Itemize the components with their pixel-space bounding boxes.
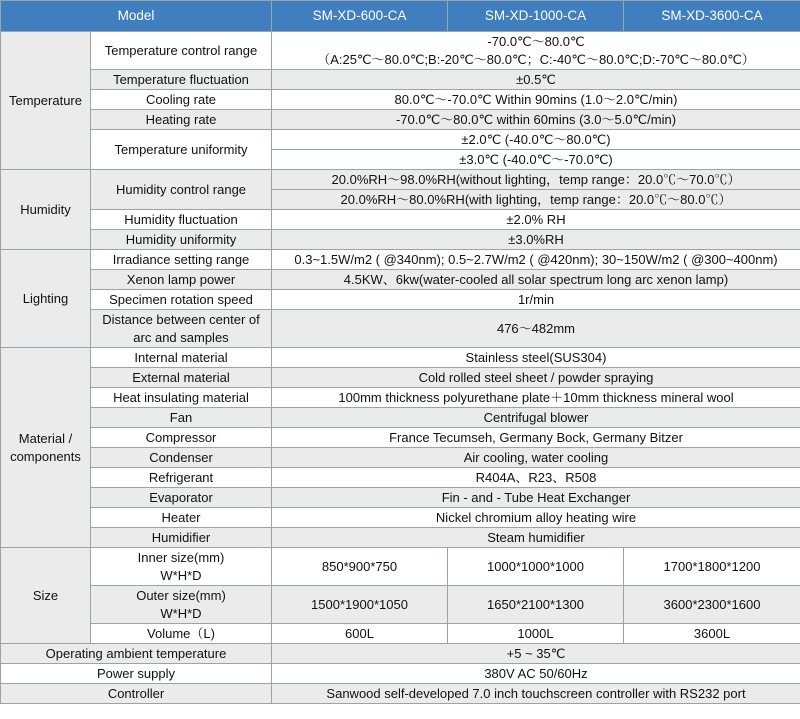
row-value: Steam humidifier (272, 528, 800, 548)
heater-row (1, 508, 800, 528)
row-value: Air cooling, water cooling (272, 448, 800, 468)
row-label: Temperature fluctuation (91, 70, 272, 90)
row-label: Heating rate (91, 110, 272, 130)
cell-1000: 1000L (448, 624, 624, 644)
cell-600: 1500*1900*1050 (272, 586, 448, 624)
row-value: Stainless steel(SUS304) (272, 348, 800, 368)
cell-3600: 3600L (624, 624, 800, 644)
header-row (1, 1, 800, 32)
row-value: Fin - and - Tube Heat Exchanger (272, 488, 800, 508)
row-label: Evaporator (91, 488, 272, 508)
outer-size-row (1, 586, 800, 624)
row-value: 100mm thickness polyurethane plate＋10mm thickness mineral wool (272, 388, 800, 408)
label-line: Distance between center of (102, 311, 260, 327)
volume-row (1, 624, 800, 644)
power-row (1, 664, 800, 684)
row-label: Humidity uniformity (91, 230, 272, 250)
label-line: Inner size(mm) (137, 549, 225, 565)
condenser-row (1, 448, 800, 468)
row-label: Irradiance setting range (91, 250, 272, 270)
temp-fluct-row (1, 70, 800, 90)
temp-range-row (1, 32, 800, 70)
row-value: 4.5KW、6kw(water-cooled all solar spectrum long arc xenon lamp) (272, 270, 800, 290)
cell-3600: 1700*1800*1200 (624, 548, 800, 586)
heating-row (1, 110, 800, 130)
row-label: Power supply (1, 664, 272, 684)
cell-1000: 1000*1000*1000 (448, 548, 624, 586)
row-label: Compressor (91, 428, 272, 448)
row-label: Volume（L) (91, 624, 272, 644)
rotation-row (1, 290, 800, 310)
humidifier-row (1, 528, 800, 548)
label-line: W*H*D (160, 567, 202, 583)
controller-row (1, 684, 800, 704)
xenon-row (1, 270, 800, 290)
row-value: Nickel chromium alloy heating wire (272, 508, 800, 528)
row-value: 80.0℃～-70.0℃ Within 90mins (1.0～2.0℃/min) (272, 90, 800, 110)
row-value (272, 32, 800, 70)
model-1000-header: SM-XD-1000-CA (448, 1, 624, 32)
cell-1000: 1650*2100*1300 (448, 586, 624, 624)
compressor-row (1, 428, 800, 448)
irr-row (1, 250, 800, 270)
label-line: Outer size(mm) (136, 587, 226, 603)
row-label: Cooling rate (91, 90, 272, 110)
row-value: 20.0%RH～80.0%RH(with lighting，temp range：20.0℃～80.0℃） (272, 190, 800, 210)
row-label: Operating ambient temperature (1, 644, 272, 664)
row-label: Heater (91, 508, 272, 528)
heat-insulating-row (1, 388, 800, 408)
row-value: 20.0%RH～98.0%RH(without lighting，temp range：20.0℃～70.0℃） (272, 170, 800, 190)
row-value: +5 ~ 35℃ (272, 644, 800, 664)
cell-3600: 3600*2300*1600 (624, 586, 800, 624)
row-value: 380V AC 50/60Hz (272, 664, 800, 684)
row-label: Temperature uniformity (91, 130, 272, 170)
cell-600: 600L (272, 624, 448, 644)
label-line: arc and samples (133, 329, 229, 345)
inner-size-row (1, 548, 800, 586)
row-value: France Tecumseh, Germany Bock, Germany Bitzer (272, 428, 800, 448)
row-label: Humidity control range (91, 170, 272, 210)
hum-fluct-row (1, 210, 800, 230)
row-label: Heat insulating material (91, 388, 272, 408)
temp-unif-row (1, 130, 800, 150)
row-label: Specimen rotation speed (91, 290, 272, 310)
model-header: Model (1, 1, 272, 32)
row-value: 1r/min (272, 290, 800, 310)
external-row (1, 368, 800, 388)
row-value: ±2.0% RH (272, 210, 800, 230)
category-lighting: Lighting (1, 250, 91, 348)
row-value: Sanwood self-developed 7.0 inch touchscreen controller with RS232 port (272, 684, 800, 704)
hum-unif-row (1, 230, 800, 250)
value-line: -70.0℃～80.0℃ (487, 33, 585, 49)
ambient-row (1, 644, 800, 664)
refrigerant-row (1, 468, 800, 488)
category-temperature: Temperature (1, 32, 91, 170)
row-value: ±3.0%RH (272, 230, 800, 250)
row-label: Humidifier (91, 528, 272, 548)
row-label: Fan (91, 408, 272, 428)
category-size: Size (1, 548, 91, 644)
row-label: Temperature control range (91, 32, 272, 70)
row-value: -70.0℃～80.0℃ within 60mins (3.0～5.0℃/min) (272, 110, 800, 130)
row-value: 476～482mm (272, 310, 800, 348)
fan-row (1, 408, 800, 428)
value-line: （A:25℃～80.0℃;B:-20℃～80.0℃；C:-40℃～80.0℃;D:-70℃～80.0℃） (317, 51, 755, 67)
row-label: Humidity fluctuation (91, 210, 272, 230)
category-material: Material / components (1, 348, 91, 548)
row-value: R404A、R23、R508 (272, 468, 800, 488)
row-value: ±3.0℃ (-40.0℃～-70.0℃) (272, 150, 800, 170)
row-value: ±0.5℃ (272, 70, 800, 90)
category-humidity: Humidity (1, 170, 91, 250)
row-label: Condenser (91, 448, 272, 468)
cooling-row (1, 90, 800, 110)
model-3600-header: SM-XD-3600-CA (624, 1, 800, 32)
row-value: Centrifugal blower (272, 408, 800, 428)
row-label (91, 310, 272, 348)
row-value: 0.3~1.5W/m2 ( @340nm); 0.5~2.7W/m2 ( @420nm); 30~150W/m2 ( @300~400nm) (272, 250, 800, 270)
row-label (91, 586, 272, 624)
row-label: Refrigerant (91, 468, 272, 488)
label-line: W*H*D (160, 605, 202, 621)
row-label: Controller (1, 684, 272, 704)
row-label: Xenon lamp power (91, 270, 272, 290)
cell-600: 850*900*750 (272, 548, 448, 586)
row-label: Internal material (91, 348, 272, 368)
row-value: Cold rolled steel sheet / powder spraying (272, 368, 800, 388)
evaporator-row (1, 488, 800, 508)
row-value: ±2.0℃ (-40.0℃～80.0℃) (272, 130, 800, 150)
hum-range-row (1, 170, 800, 190)
model-600-header: SM-XD-600-CA (272, 1, 448, 32)
row-label: External material (91, 368, 272, 388)
internal-row (1, 348, 800, 368)
distance-row (1, 310, 800, 348)
row-label (91, 548, 272, 586)
